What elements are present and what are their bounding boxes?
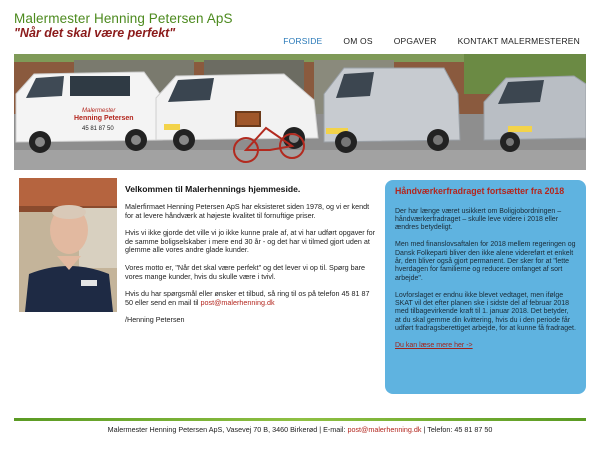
intro-paragraph-1: Malerfirmaet Henning Petersen ApS har eksisteret siden 1978, og vi er kendt for at levere håndværk at højeste kvalitet til fornuftige priser. <box>125 201 370 220</box>
welcome-section <box>125 185 377 333</box>
welcome-heading: Velkommen til Malerhennings hjemmeside. <box>125 184 301 194</box>
nav-item-kontakt[interactable]: KONTAKT MALERMESTEREN <box>457 36 580 46</box>
news-paragraph-1: Der har længe været usikkert om Boligjobordningen – håndværkerfradraget – skulle leve videre i 2018 eller ændres betydeligt. <box>395 207 562 232</box>
nav-item-forside[interactable]: FORSIDE <box>283 36 323 46</box>
main-nav <box>262 36 580 46</box>
email-link[interactable]: post@malerhenning.dk <box>200 297 275 307</box>
intro-paragraph-2: Hvis vi ikke gjorde det ville vi jo ikke kunne prale af, at vi har udført opgaver for de samme boligselskaber i mere end 30 år - og det har vi tilmed gjort uden at glemme alle vores andre glade kunder. <box>125 227 376 255</box>
nav-item-om-os[interactable]: OM OS <box>343 36 373 46</box>
intro-paragraph-3: Vores motto er, "Når det skal være perfekt" og det lever vi op til. Spørg bare vores mange kunder, hvis du skulle være i tvivl. <box>125 262 366 281</box>
news-heading: Håndværkerfradraget fortsætter fra 2018 <box>395 186 565 196</box>
van-logo-line1: Malermester <box>82 108 116 114</box>
portrait-illustration <box>19 178 117 312</box>
news-box <box>385 180 586 394</box>
footer-phone: | Telefon: 45 81 87 50 <box>421 425 493 434</box>
contact-paragraph <box>125 290 377 308</box>
signature: /Henning Petersen <box>125 314 185 324</box>
hero-vans-illustration <box>14 54 586 170</box>
company-slogan: "Når det skal være perfekt" <box>14 26 176 40</box>
hero-image <box>14 54 586 170</box>
owner-photo <box>19 178 117 312</box>
company-name: Malermester Henning Petersen ApS <box>14 11 233 26</box>
nav-item-opgaver[interactable]: OPGAVER <box>393 36 437 46</box>
read-more-link[interactable]: Du kan læse mere her -> <box>395 341 473 349</box>
white-van-left <box>16 72 162 153</box>
footer-email-link[interactable]: post@malerhenning.dk <box>347 425 422 434</box>
brand-block <box>14 11 233 41</box>
grey-van <box>324 68 460 153</box>
news-paragraph-3: Lovforslaget er endnu ikke blevet vedtaget, men ifølge SKAT vil det efter planen ske i sidste del af februar 2018 med tilbagevirkende kraft til 1. januar 2018. Det betyder, at du skal gemme din kvittering, hvis du i den periode får udført fradragsberettiget arbejde, for at kunne få fradraget. <box>395 291 576 333</box>
footer-divider <box>14 418 586 421</box>
footer <box>0 425 600 434</box>
van-logo-line2: Henning Petersen <box>74 115 134 122</box>
footer-address: Malermester Henning Petersen ApS, Vasevej 70 B, 3460 Birkerød | E-mail: <box>107 425 348 434</box>
news-paragraph-2: Men med finanslovsaftalen for 2018 mellem regeringen og Dansk Folkeparti bliver den ikke alene videreført et enkelt år, den bliver også gjort permanent. Der sker for at "lette hverdagen for familierne og reducere omfanget af sort arbejde". <box>395 241 576 282</box>
van-phone: 45 81 87 50 <box>82 126 114 132</box>
contact-text: Hvis du har spørgsmål eller ønsker et tilbud, så ring til os på telefon 45 81 87 50 eller send en mail til <box>125 288 370 307</box>
